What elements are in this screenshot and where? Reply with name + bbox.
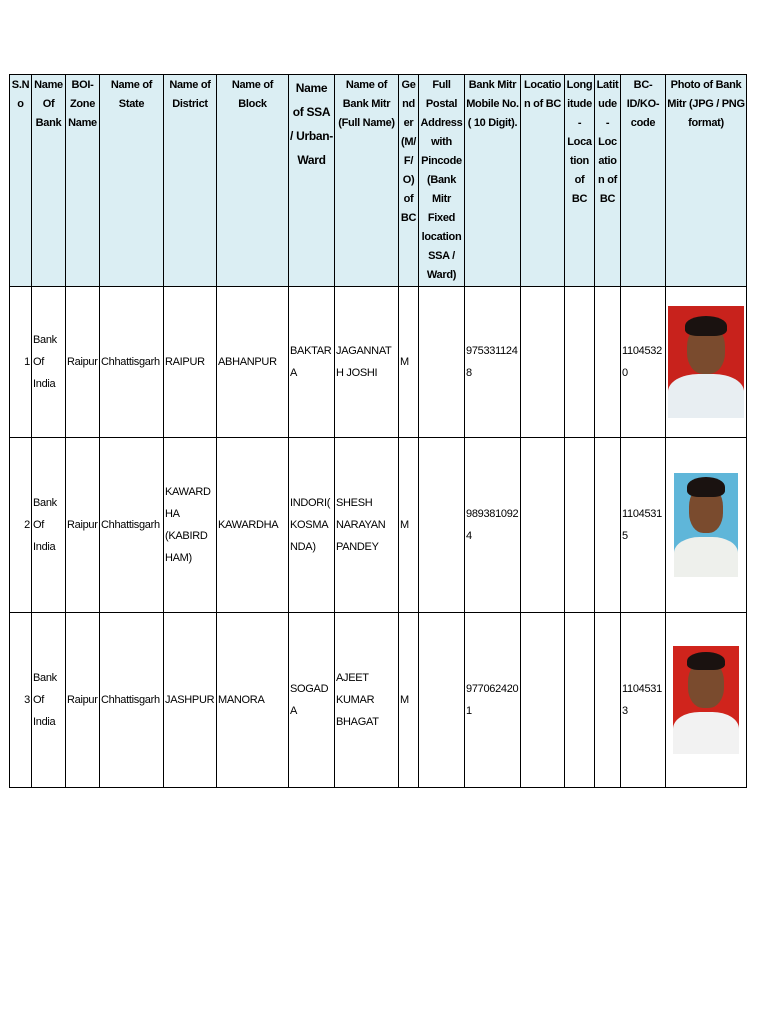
- cell-longitude: [565, 438, 595, 613]
- cell-state: Chhattisgarh: [100, 613, 164, 788]
- cell-latitude: [595, 287, 621, 438]
- header-gender: Gender (M/F/O) of BC: [399, 75, 419, 287]
- cell-block: ABHANPUR: [217, 287, 289, 438]
- header-bank: Name Of Bank: [32, 75, 66, 287]
- header-longitude: Longitude - Location of BC: [565, 75, 595, 287]
- cell-gender: M: [399, 613, 419, 788]
- cell-photo: [666, 613, 747, 788]
- cell-address: [419, 287, 465, 438]
- bank-mitr-table: [9, 74, 747, 788]
- cell-location: [521, 287, 565, 438]
- cell-mitr-name: JAGANNATH JOSHI: [335, 287, 399, 438]
- cell-block: KAWARDHA: [217, 438, 289, 613]
- cell-location: [521, 438, 565, 613]
- header-address: Full Postal Address with Pincode (Bank Mitr Fixed location SSA / Ward): [419, 75, 465, 287]
- cell-longitude: [565, 613, 595, 788]
- cell-mitr-name: SHESH NARAYAN PANDEY: [335, 438, 399, 613]
- header-mobile: Bank Mitr Mobile No. ( 10 Digit).: [465, 75, 521, 287]
- table-header: [10, 75, 747, 287]
- cell-longitude: [565, 287, 595, 438]
- cell-latitude: [595, 613, 621, 788]
- cell-mobile: 9753311248: [465, 287, 521, 438]
- cell-mitr-name: AJEET KUMAR BHAGAT: [335, 613, 399, 788]
- cell-district: RAIPUR: [164, 287, 217, 438]
- cell-photo: [666, 287, 747, 438]
- header-photo: Photo of Bank Mitr (JPG / PNG format): [666, 75, 747, 287]
- bank-mitr-photo: [674, 473, 738, 577]
- cell-mobile: 9770624201: [465, 613, 521, 788]
- cell-bank: Bank Of India: [32, 613, 66, 788]
- cell-bcid: 11045313: [621, 613, 666, 788]
- header-state: Name of State: [100, 75, 164, 287]
- cell-location: [521, 613, 565, 788]
- header-latitude: Latitude - Location of BC: [595, 75, 621, 287]
- cell-ssa: SOGADA: [289, 613, 335, 788]
- header-mitr-name: Name of Bank Mitr (Full Name): [335, 75, 399, 287]
- cell-zone: Raipur: [66, 438, 100, 613]
- cell-district: KAWARDHA (KABIRDHAM): [164, 438, 217, 613]
- header-bcid: BC-ID/KO-code: [621, 75, 666, 287]
- cell-district: JASHPUR: [164, 613, 217, 788]
- header-location: Location of BC: [521, 75, 565, 287]
- cell-sno: 2: [10, 438, 32, 613]
- cell-block: MANORA: [217, 613, 289, 788]
- cell-sno: 1: [10, 287, 32, 438]
- cell-ssa: INDORI(KOSMANDA): [289, 438, 335, 613]
- cell-address: [419, 613, 465, 788]
- cell-state: Chhattisgarh: [100, 438, 164, 613]
- cell-gender: M: [399, 287, 419, 438]
- cell-bank: Bank Of India: [32, 438, 66, 613]
- cell-sno: 3: [10, 613, 32, 788]
- header-ssa: Name of SSA / Urban-Ward: [289, 75, 335, 287]
- header-zone: BOI-Zone Name: [66, 75, 100, 287]
- cell-ssa: BAKTARA: [289, 287, 335, 438]
- cell-bank: Bank Of India: [32, 287, 66, 438]
- cell-mobile: 9893810924: [465, 438, 521, 613]
- cell-state: Chhattisgarh: [100, 287, 164, 438]
- cell-zone: Raipur: [66, 613, 100, 788]
- cell-gender: M: [399, 438, 419, 613]
- header-block: Name of Block: [217, 75, 289, 287]
- bank-mitr-photo: [673, 646, 739, 754]
- bank-mitr-photo: [668, 306, 744, 418]
- table-row: [10, 438, 747, 613]
- table-row: [10, 287, 747, 438]
- cell-bcid: 11045315: [621, 438, 666, 613]
- cell-bcid: 11045320: [621, 287, 666, 438]
- cell-photo: [666, 438, 747, 613]
- table-row: [10, 613, 747, 788]
- cell-latitude: [595, 438, 621, 613]
- header-district: Name of District: [164, 75, 217, 287]
- cell-address: [419, 438, 465, 613]
- header-sno: S.No: [10, 75, 32, 287]
- cell-zone: Raipur: [66, 287, 100, 438]
